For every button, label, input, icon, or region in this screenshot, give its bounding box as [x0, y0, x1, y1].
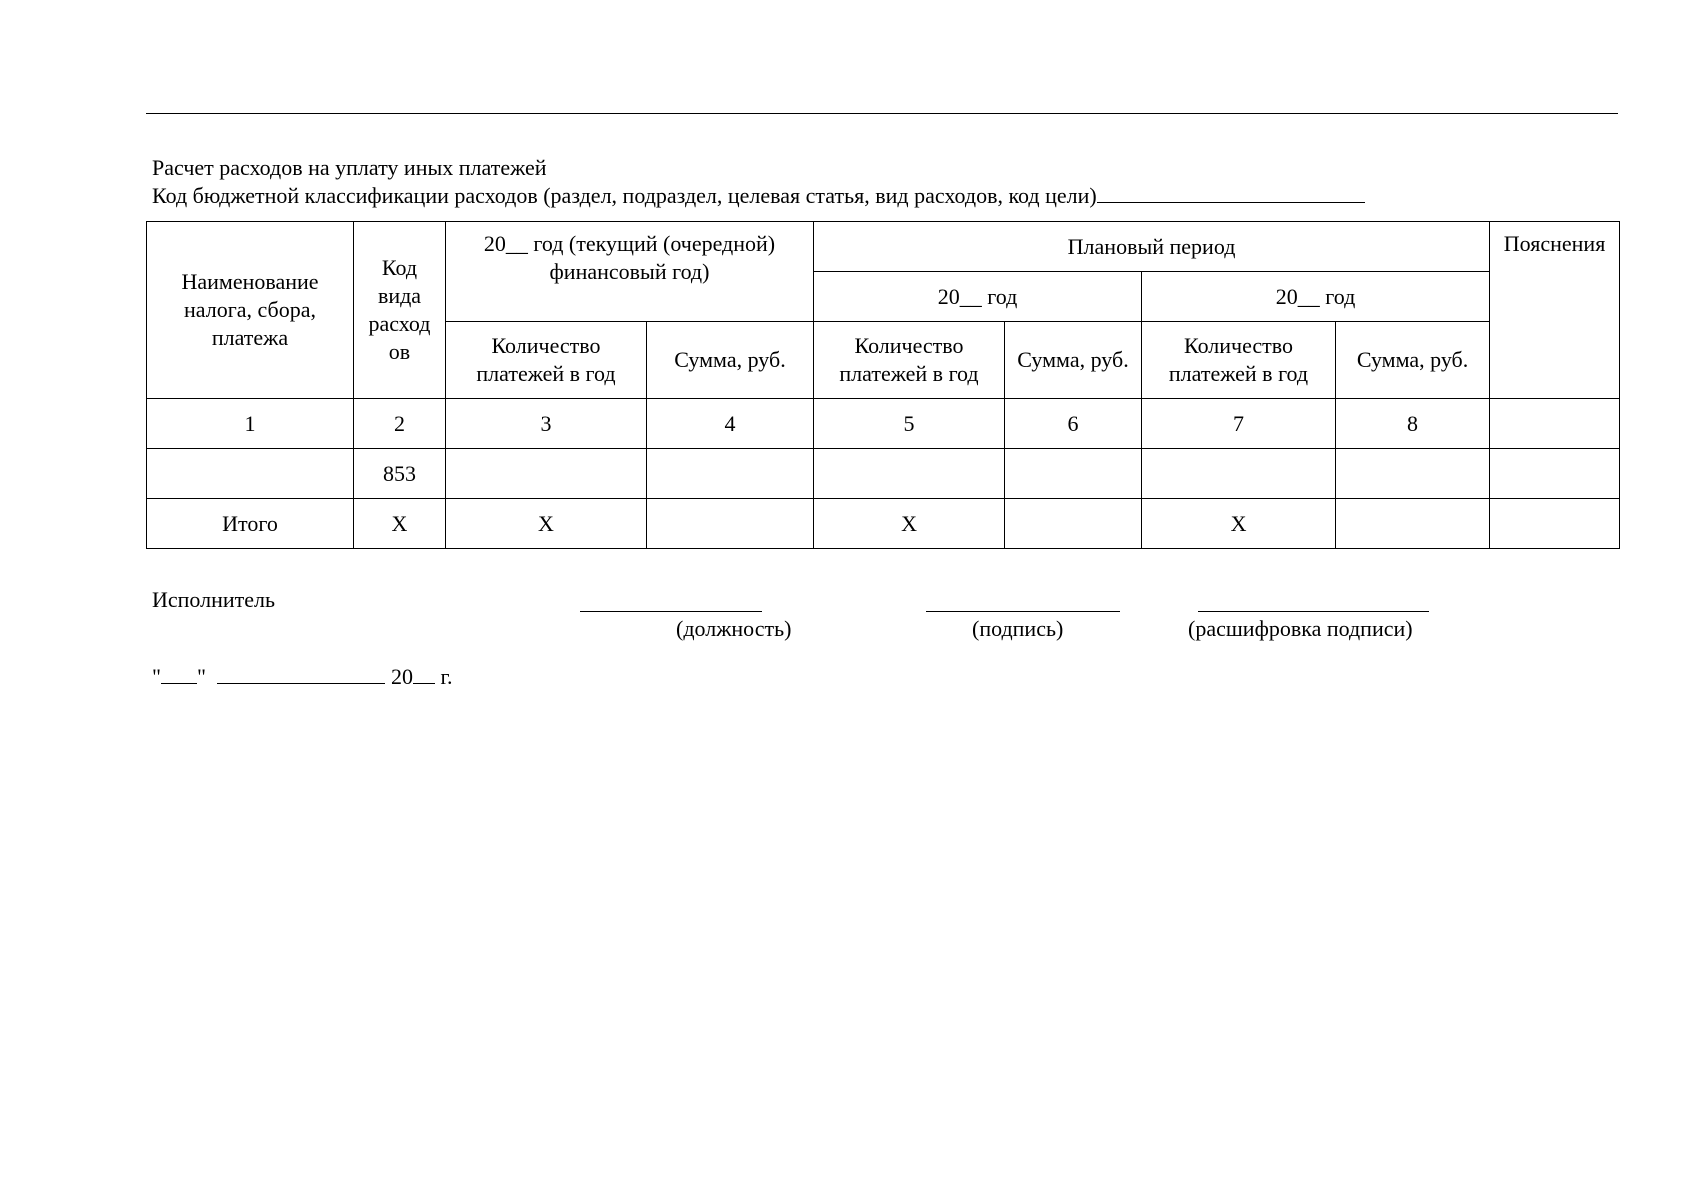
header-count-1: Количество платежей в год [446, 322, 647, 399]
kbk-label: Код бюджетной классификации расходов (раздел, подраздел, целевая статья, вид расходов, код цели) [152, 183, 1097, 208]
column-number: 5 [814, 399, 1005, 449]
total-count-2: X [814, 499, 1005, 549]
cell-sum-3[interactable] [1336, 449, 1490, 499]
column-number: 3 [446, 399, 647, 449]
column-number: 4 [647, 399, 814, 449]
header-count-2: Количество платежей в год [814, 322, 1005, 399]
header-current-year: 20__ год (текущий (очередной) финансовый год) [446, 222, 814, 322]
total-row [147, 499, 1620, 549]
kbk-line [152, 182, 1365, 210]
date-month-field[interactable] [217, 663, 385, 684]
cell-code: 853 [354, 449, 446, 499]
header-count-3: Количество платежей в год [1142, 322, 1336, 399]
column-number: 8 [1336, 399, 1490, 449]
executor-label: Исполнитель [152, 587, 276, 612]
header-name: Наименование налога, сбора, платежа [147, 222, 354, 399]
cell-sum-2[interactable] [1005, 449, 1142, 499]
payments-table [146, 221, 1620, 549]
header-plan-year-1: 20__ год [814, 272, 1142, 322]
signature-caption: (подпись) [972, 616, 1064, 641]
header-sum-1: Сумма, руб. [647, 322, 814, 399]
total-sum-3[interactable] [1336, 499, 1490, 549]
header-plan-year-2: 20__ год [1142, 272, 1490, 322]
cell-sum-1[interactable] [647, 449, 814, 499]
data-row [147, 449, 1620, 499]
date-year-suffix: г. [440, 664, 453, 689]
column-number: 2 [354, 399, 446, 449]
document-title: Расчет расходов на уплату иных платежей [152, 155, 547, 180]
header-sum-2: Сумма, руб. [1005, 322, 1142, 399]
total-count-1: X [446, 499, 647, 549]
column-number-row [147, 399, 1620, 449]
date-year-field[interactable] [413, 663, 435, 684]
date-line [152, 663, 453, 691]
date-day-field[interactable] [161, 663, 197, 684]
header-plan-period: Плановый период [814, 222, 1490, 272]
cell-count-3[interactable] [1142, 449, 1336, 499]
position-caption: (должность) [676, 616, 792, 641]
column-number: 6 [1005, 399, 1142, 449]
total-count-3: X [1142, 499, 1336, 549]
total-code: X [354, 499, 446, 549]
decoding-caption: (расшифровка подписи) [1188, 616, 1413, 641]
cell-name[interactable] [147, 449, 354, 499]
header-row-1 [147, 222, 1620, 272]
total-sum-1[interactable] [647, 499, 814, 549]
decoding-field[interactable] [1198, 611, 1429, 612]
total-sum-2[interactable] [1005, 499, 1142, 549]
header-code: Код вида расход ов [354, 222, 446, 399]
header-sum-3: Сумма, руб. [1336, 322, 1490, 399]
cell-count-2[interactable] [814, 449, 1005, 499]
total-label: Итого [147, 499, 354, 549]
cell-count-1[interactable] [446, 449, 647, 499]
header-explanations: Пояснения [1490, 222, 1620, 399]
date-year-prefix: 20 [390, 664, 413, 689]
column-number [1490, 399, 1620, 449]
kbk-blank-field[interactable] [1097, 184, 1365, 203]
date-quote-close: " [196, 664, 206, 689]
date-quote-open: " [152, 664, 161, 689]
top-divider [146, 113, 1618, 114]
position-field[interactable] [580, 611, 762, 612]
cell-explanations[interactable] [1490, 449, 1620, 499]
column-number: 7 [1142, 399, 1336, 449]
column-number: 1 [147, 399, 354, 449]
total-explanations[interactable] [1490, 499, 1620, 549]
signature-field[interactable] [926, 611, 1120, 612]
